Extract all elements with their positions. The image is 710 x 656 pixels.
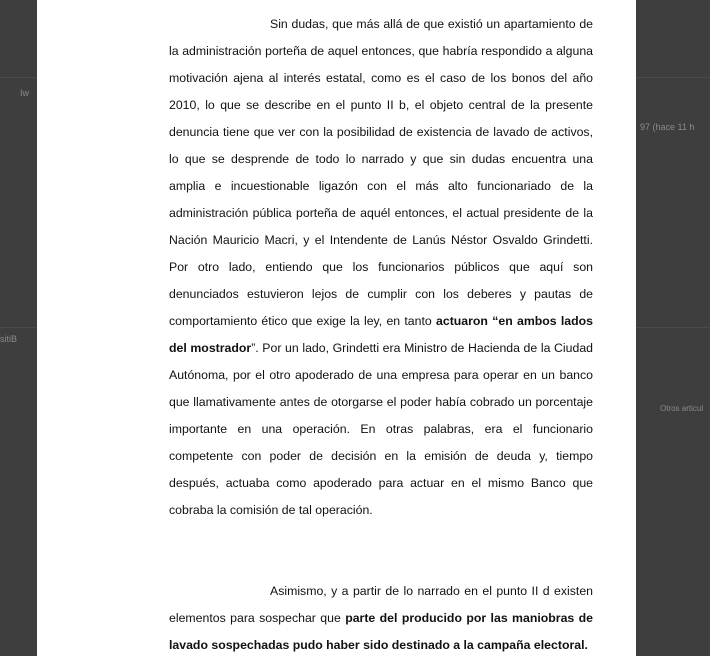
- text-segment: Sin dudas, que más allá de que existió un apartamiento de la administración porteña de aquel entonces, que habría respondido a alguna motivación ajena al interés estatal, como es el caso de los bonos del año 2010, lo que se describe en el punto II b, el objeto central de la presente denuncia tiene que ver con la posibilidad de existencia de lavado de activos, lo que se desprende de todo lo narrado y que sin dudas encuentra una amplia e incuestionable ligazón con el más alto funcionariado de la administración pública porteña de aquél entonces, el actual presidente de la Nación Mauricio Macri, y el Intendente de Lanús Néstor Osvaldo Grindetti. Por otro lado, entiendo que los funcionarios públicos que aquí son denunciados estuvieron lejos de cumplir con los deberes y pautas de comportamiento ético que exige la ley, en tanto: [169, 17, 593, 328]
- text-segment: Asimismo, y a partir de lo narrado en el punto II d existen elementos para sospechar que: [169, 584, 593, 625]
- background-left-panel: [0, 0, 37, 656]
- document-page: [37, 0, 636, 656]
- bold-text-segment: parte del producido por las maniobras de lavado sospechadas pudo haber sido destinado a la campaña electoral.: [169, 611, 593, 652]
- background-fragment: 97 (hace 11 h: [640, 122, 695, 132]
- document-body: [169, 11, 593, 656]
- background-fragment: sitiB: [0, 334, 18, 344]
- paragraph-1: [169, 11, 593, 524]
- bold-text-segment: actuaron “en ambos lados del mostrador: [169, 314, 593, 355]
- background-right-panel: [636, 0, 710, 656]
- paragraph-spacer: [169, 524, 593, 578]
- background-fragment: Otros articul: [660, 404, 704, 413]
- text-segment: ”. Por un lado, Grindetti era Ministro de Hacienda de la Ciudad Autónoma, por el otro apoderado de una empresa para operar en un banco que llamativamente antes de otorgarse el poder había cobrado un porcentaje importante en una operación. En otras palabras, era el funcionario competente con poder de decisión en la emisión de deuda y, tiempo después, actuaba como apoderado para actuar en el mismo Banco que cobraba la comisión de tal operación.: [169, 341, 593, 517]
- background-fragment: Iw: [20, 88, 29, 98]
- paragraph-2: [169, 578, 593, 656]
